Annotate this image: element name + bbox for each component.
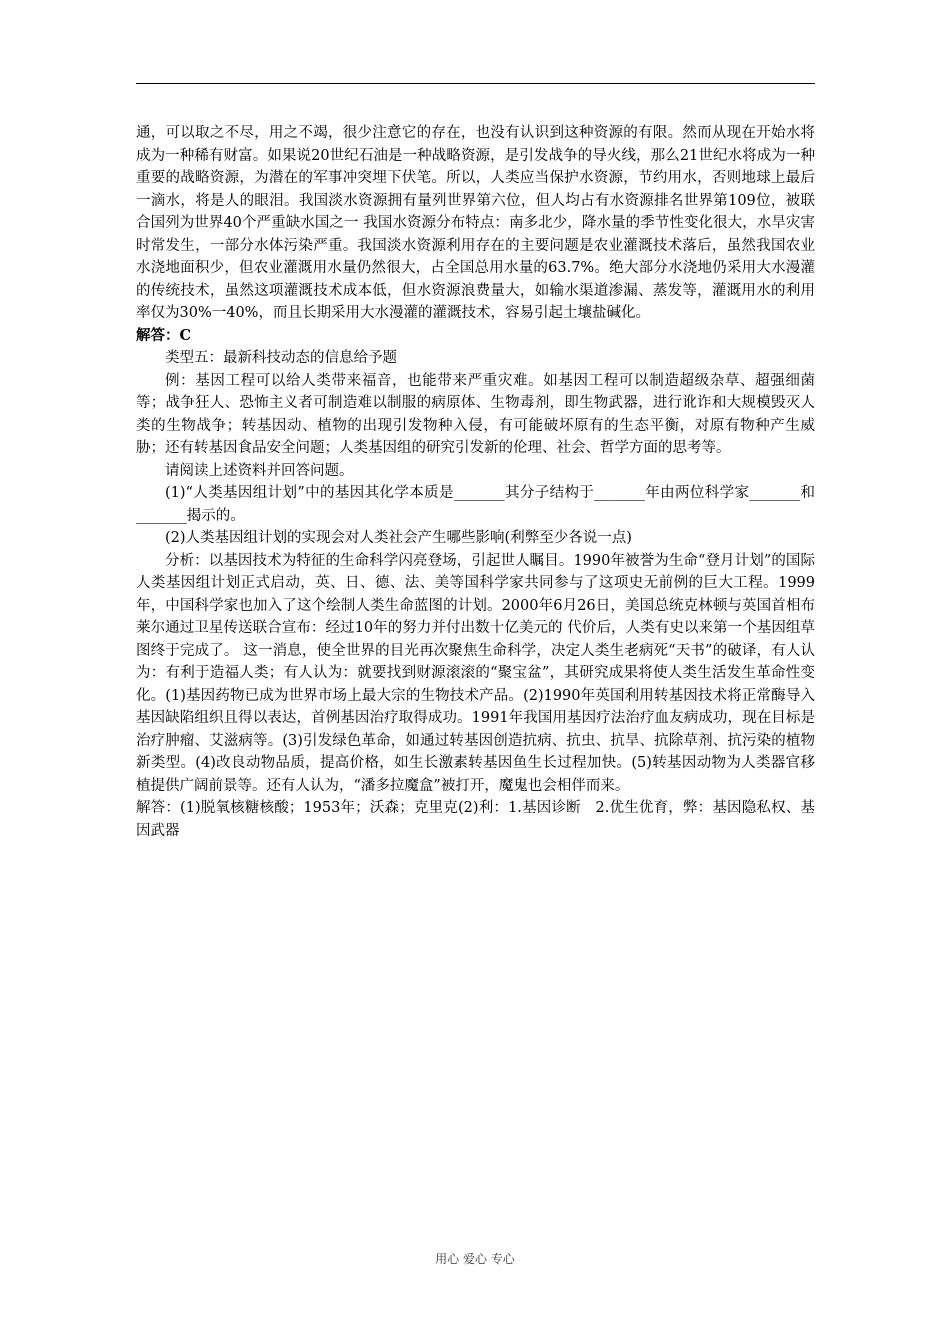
type-5-heading: 类型五：最新科技动态的信息给予题 xyxy=(165,350,397,366)
header-rule xyxy=(136,83,815,84)
answer-1: 解答：C xyxy=(136,326,192,344)
analysis-paragraph: 分析：以基因技术为特征的生命科学闪亮登场，引起世人瞩目。1990年被誉为生命“登月计划”的国际人类基因组计划正式启动，英、日、德、法、美等国科学家共同参与了这项史无前例的巨大工程。1999年，中国科学家也加入了这个绘制人类生命蓝图的计划。2000年6月26日，美国总统克林顿与英国首相布莱尔通过卫星传送联合宣布：经过10年的努力并付出数十亿美元的 代价后，人类有史以来第一个基因组草图终于完成了。 这一消息，使全世界的目光再次聚焦生命科学，决定人类生老病死“天书”的破译，有人认为：有利于造福人类；有人认为：就要找到财源滚滚的“聚宝盆”，其研究成果将使人类生活发生革命性变化。(1)基因药物已成为世界市场上最大宗的生物技术产品。(2)1990年英国利用转基因技术将正常酶导入基因缺陷组织且得以表达，首例基因治疗取得成功。1991年我国用基因疗法治疗血友病成功，现在目标是治疗肿瘤、艾滋病等。(3)引发绿色革命，如通过转基因创造抗病、抗虫、抗旱、抗除草剂、抗污染的植物新类型。(4)改良动物品质，提高价格，如生长激素转基因鱼生长过程加快。(5)转基因动物为人类器官移植提供广阔前景等。还有人认为，“潘多拉魔盒”被打开，魔鬼也会相伴而来。 xyxy=(136,552,815,794)
example-paragraph: 例：基因工程可以给人类带来福音，也能带来严重灾难。如基因工程可以制造超级杂草、超强细菌等；战争狂人、恐怖主义者可制造难以制服的病原体、生物毒剂，即生物武器，进行讹诈和大规模毁灭人类的生物战争；转基因动、植物的出现引发物种入侵，有可能破坏原有的生态平衡，对原有物种产生威胁；还有转基因食品安全问题；人类基因组的研究引发新的伦理、社会、哲学方面的思考等。 xyxy=(136,372,815,456)
question-1: (1)“人类基因组计划”中的基因其化学本质是_______其分子结构于_______年由两位科学家_______和_______揭示的。 xyxy=(136,485,815,524)
question-2: (2)人类基因组计划的实现会对人类社会产生哪些影响(利弊至少各说一点) xyxy=(165,530,632,546)
document-body xyxy=(136,122,815,842)
page-footer: 用心 爱心 专心 xyxy=(435,1252,515,1266)
answer-2: 解答：(1)脱氧核糖核酸；1953年；沃森；克里克(2)利：1.基因诊断 2.优生优育，弊：基因隐私权、基因武器 xyxy=(136,800,815,839)
water-resources-paragraph: 通，可以取之不尽，用之不竭，很少注意它的存在，也没有认识到这种资源的有限。然而从现在开始水将成为一种稀有财富。如果说20世纪石油是一种战略资源，是引发战争的导火线，那么21世纪水将成为一种重要的战略资源，为潜在的军事冲突埋下伏笔。所以，人类应当保护水资源，节约用水，否则地球上最后一滴水，将是人的眼泪。我国淡水资源拥有量列世界第六位，但人均占有水资源排名世界第109位，被联合国列为世界40个严重缺水国之一 我国水资源分布特点：南多北少，降水量的季节性变化很大，水旱灾害时常发生，一部分水体污染严重。我国淡水资源利用存在的主要问题是农业灌溉技术落后，虽然我国农业水浇地面积少，但农业灌溉用水量仍然很大，占全国总用水量的63.7%。绝大部分水浇地仍采用大水漫灌的传统技术，虽然这项灌溉技术成本低，但水资源浪费量大，如输水渠道渗漏、蒸发等，灌溉用水的利用率仅为30%一40%，而且长期采用大水漫灌的灌溉技术，容易引起土壤盐碱化。 xyxy=(136,125,815,321)
read-instruction: 请阅读上述资料并回答问题。 xyxy=(165,462,354,479)
